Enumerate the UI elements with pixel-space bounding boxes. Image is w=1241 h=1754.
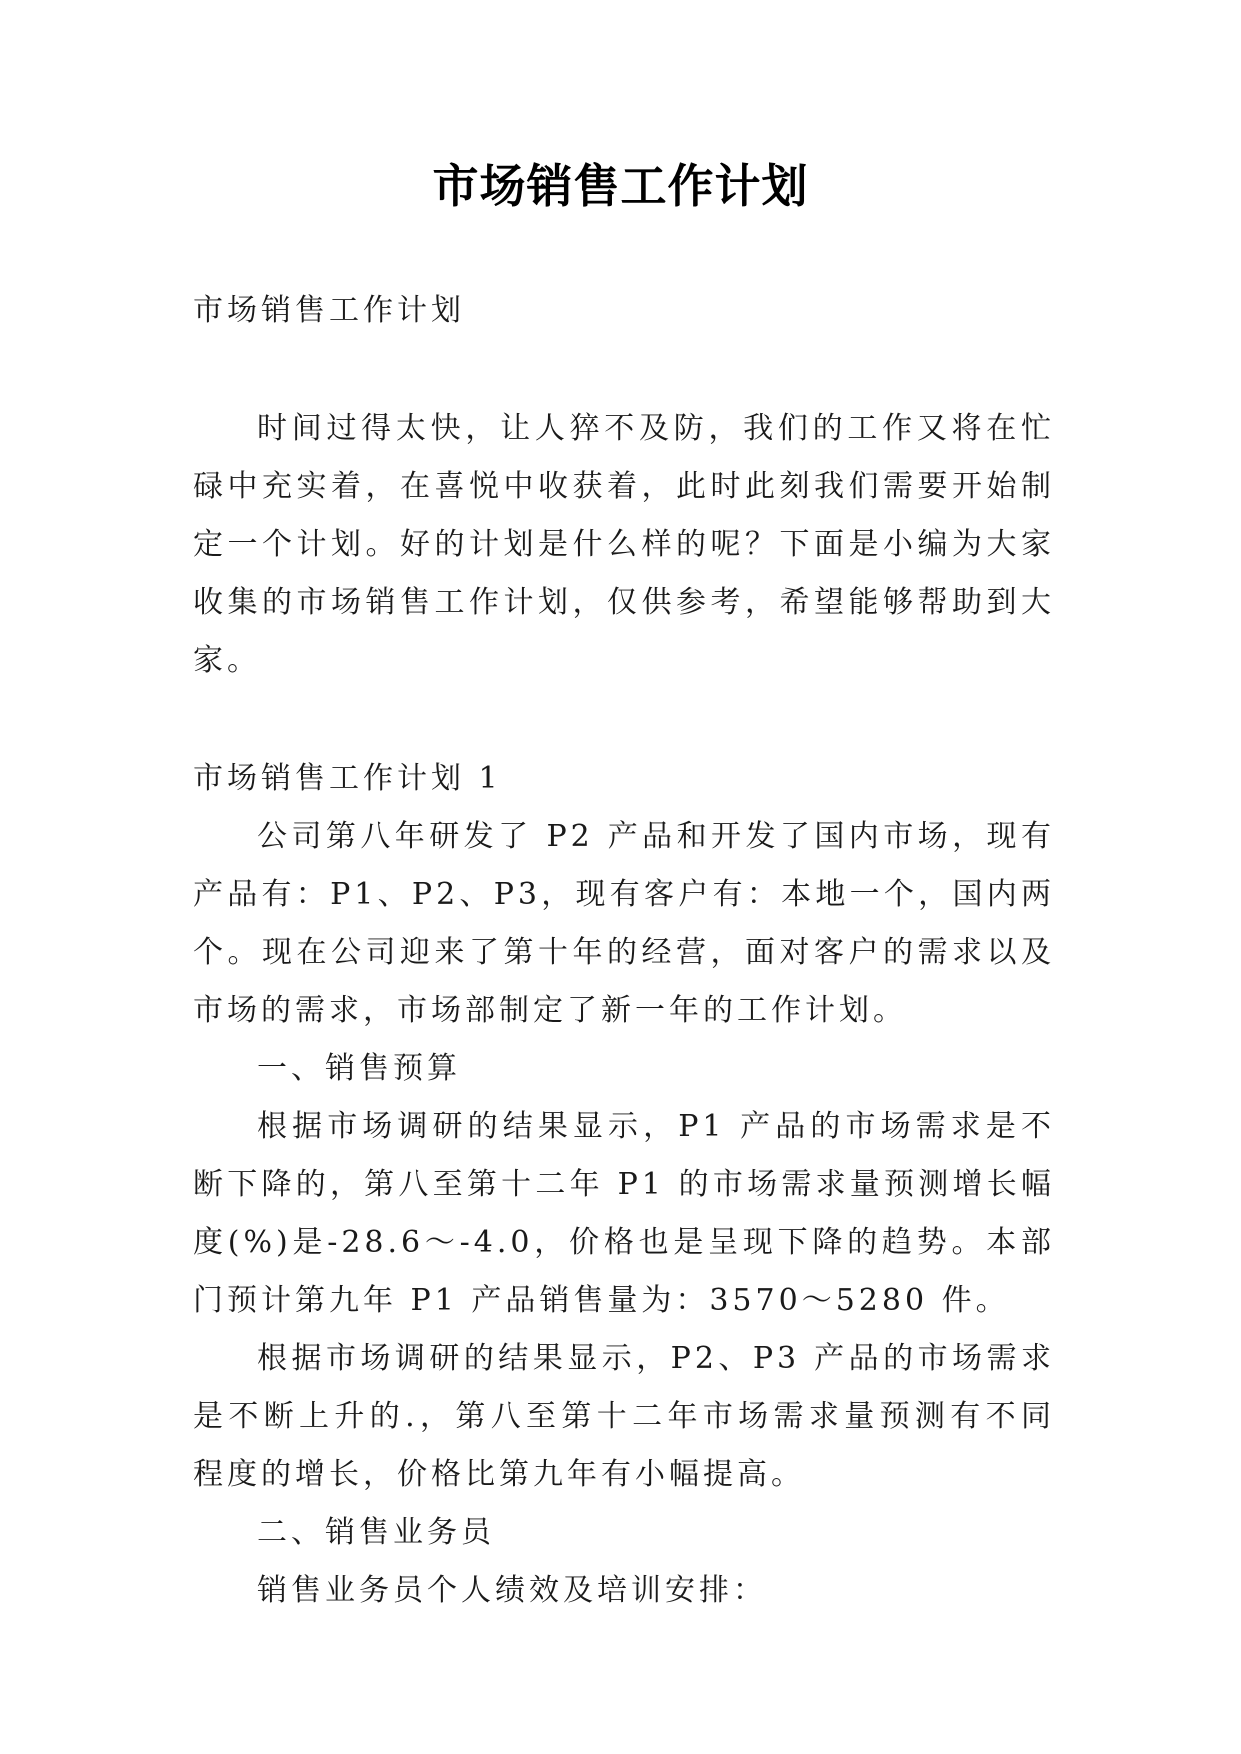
intro-paragraph: 时间过得太快，让人猝不及防，我们的工作又将在忙碌中充实着，在喜悦中收获着，此时此刻我们需要开始制定一个计划。好的计划是什么样的呢？下面是小编为大家收集的市场销售工作计划，仅供参考，希望能够帮助到大家。 bbox=[193, 411, 1055, 678]
subheading-sales-staff: 二、销售业务员 bbox=[257, 1515, 495, 1550]
sales-budget-paragraph-2: 根据市场调研的结果显示，P2、P3 产品的市场需求是不断上升的.，第八至第十二年市场需求量预测有不同程度的增长，价格比第九年有小幅提高。 bbox=[193, 1341, 1055, 1492]
document-title: 市场销售工作计划 bbox=[432, 159, 809, 213]
section1-paragraph: 公司第八年研发了 P2 产品和开发了国内市场，现有产品有：P1、P2、P3，现有客户有：本地一个，国内两个。现在公司迎来了第十年的经营，面对客户的需求以及市场的需求，市场部制定了新一年的工作计划。 bbox=[193, 819, 1055, 1028]
document-subtitle: 市场销售工作计划 bbox=[193, 293, 465, 328]
section-heading-plan-1: 市场销售工作计划 1 bbox=[193, 761, 502, 796]
subheading-sales-budget: 一、销售预算 bbox=[257, 1051, 461, 1086]
sales-budget-paragraph-1: 根据市场调研的结果显示，P1 产品的市场需求是不断下降的，第八至第十二年 P1 的市场需求量预测增长幅度(%)是-28.6～-4.0，价格也是呈现下降的趋势。本部门预计第九年 P1 产品销售量为：3570～5280 件。 bbox=[193, 1109, 1055, 1318]
sales-staff-paragraph: 销售业务员个人绩效及培训安排： bbox=[257, 1573, 767, 1608]
document-body bbox=[193, 282, 1055, 1620]
